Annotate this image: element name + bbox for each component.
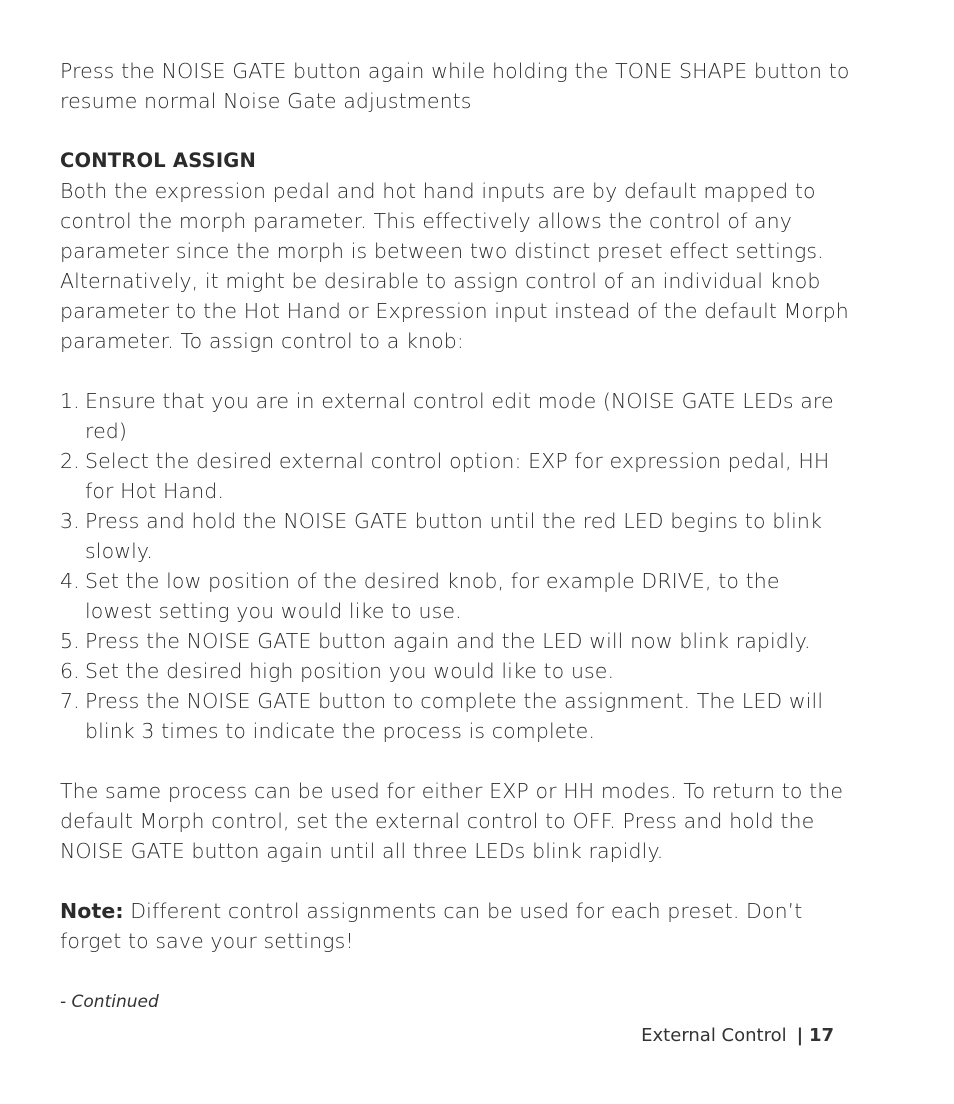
page-footer: [641, 1022, 834, 1050]
spacer: [60, 866, 850, 896]
step-number: 1.: [60, 389, 80, 413]
step-number: 4.: [60, 569, 80, 593]
spacer: [60, 746, 850, 776]
step-number: 7.: [60, 689, 80, 713]
step-text: Select the desired external control option: EXP for expression pedal, HH for Hot Hand.: [85, 449, 830, 503]
closing-paragraph: The same process can be used for either EXP or HH modes. To return to the default Morph control, set the external control to OFF. Press and hold the NOISE GATE button again until all three LEDs blink rapidly.: [60, 779, 844, 863]
step-number: 3.: [60, 509, 80, 533]
step-number: 5.: [60, 629, 80, 653]
intro-paragraph: Press the NOISE GATE button again while holding the TONE SHAPE button to resume normal Noise Gate adjustments: [60, 59, 850, 113]
steps-list: [60, 386, 850, 746]
continued-label: - Continued: [60, 992, 159, 1012]
section-paragraph: Both the expression pedal and hot hand inputs are by default mapped to control the morph parameter. This effectively allows the control of any parameter since the morph is between two distinct preset effect settings. Alternatively, it might be desirable to assign control of an individual knob parameter to the Hot Hand or Expression input instead of the default Morph parameter. To assign control to a knob:: [60, 179, 849, 353]
list-item: [60, 656, 850, 686]
list-item: [60, 566, 850, 626]
document-body: [60, 56, 850, 956]
step-text: Set the low position of the desired knob, for example DRIVE, to the lowest setting you would like to use.: [85, 569, 780, 623]
section-heading: CONTROL ASSIGN: [60, 149, 257, 172]
footer-section-title: External Control: [641, 1025, 787, 1046]
list-item: [60, 686, 850, 746]
step-text: Set the desired high position you would like to use.: [85, 659, 615, 683]
step-text: Ensure that you are in external control edit mode (NOISE GATE LEDs are red): [85, 389, 834, 443]
note-text: Different control assignments can be used for each preset. Don’t forget to save your settings!: [60, 899, 803, 953]
list-item: [60, 446, 850, 506]
list-item: [60, 386, 850, 446]
footer-separator: |: [796, 1025, 804, 1046]
step-text: Press the NOISE GATE button to complete the assignment. The LED will blink 3 times to indicate the process is complete.: [85, 689, 824, 743]
note-label: Note:: [60, 899, 124, 923]
step-number: 6.: [60, 659, 80, 683]
list-item: [60, 506, 850, 566]
page-number: 17: [808, 1025, 834, 1046]
list-item: [60, 626, 850, 656]
step-text: Press the NOISE GATE button again and the LED will now blink rapidly.: [85, 629, 811, 653]
note-paragraph: [60, 896, 850, 956]
step-text: Press and hold the NOISE GATE button until the red LED begins to blink slowly.: [85, 509, 822, 563]
step-number: 2.: [60, 449, 80, 473]
